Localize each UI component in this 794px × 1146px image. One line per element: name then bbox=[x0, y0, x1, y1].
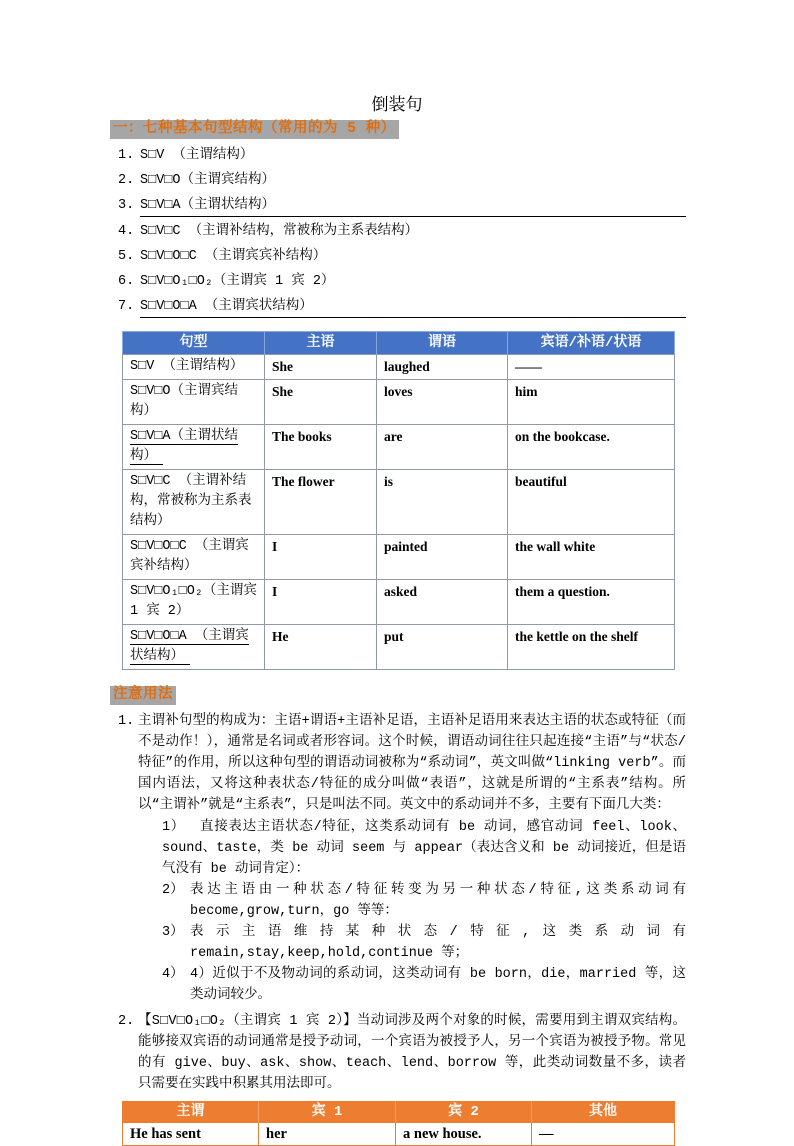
sublist-item-text: 直接表达主语状态/特征，这类系动词有 be 动词，感官动词 feel、look、sound、taste，类 be 动词 seem 与 appear（表达含义和 be 动词接近，但是语气没有 be 动词肯定）： bbox=[162, 820, 686, 877]
predicate-cell: painted bbox=[377, 535, 508, 580]
table-row bbox=[123, 580, 675, 625]
sublist-item-text: 表达主语由一种状态/特征转变为另一种状态/特征,这类系动词有become,grow,turn，go 等等： bbox=[190, 883, 686, 919]
sublist-item-number: 3） bbox=[162, 925, 184, 940]
list-item-text: S□V （主谓结构） bbox=[140, 148, 254, 163]
table-row bbox=[123, 535, 675, 580]
table-row bbox=[123, 380, 675, 425]
object1-cell: her bbox=[259, 1123, 396, 1146]
subject-cell: I bbox=[265, 535, 377, 580]
list-item-text: S□V□O□A （主谓宾状结构） bbox=[140, 296, 686, 318]
subject-predicate-cell: He has sent bbox=[123, 1123, 259, 1146]
column-header: 宾 2 bbox=[396, 1102, 532, 1123]
complement-cell: the wall white bbox=[508, 535, 675, 580]
note-item bbox=[112, 711, 686, 816]
list-item-number: 5. bbox=[118, 249, 135, 264]
column-header: 宾 1 bbox=[259, 1102, 396, 1123]
subject-cell: The books bbox=[265, 425, 377, 470]
predicate-cell: are bbox=[377, 425, 508, 470]
table-row bbox=[123, 425, 675, 470]
list-item-number: 1. bbox=[118, 148, 135, 163]
sublist-item-number: 2） bbox=[162, 883, 184, 898]
list-item bbox=[118, 221, 686, 242]
column-header: 句型 bbox=[123, 332, 265, 355]
table-row bbox=[123, 470, 675, 535]
column-header: 主谓 bbox=[123, 1102, 259, 1123]
pattern-cell: S□V□O□C （主谓宾宾补结构） bbox=[123, 535, 265, 580]
list-item bbox=[118, 271, 686, 292]
predicate-cell: is bbox=[377, 470, 508, 535]
predicate-cell: loves bbox=[377, 380, 508, 425]
pattern-cell: S□V□C （主谓补结构，常被称为主系表结构） bbox=[123, 470, 265, 535]
section2-heading-row bbox=[110, 685, 686, 705]
table-header-row bbox=[123, 332, 675, 355]
pattern-list bbox=[112, 145, 686, 318]
sublist-item-number: 4） bbox=[162, 967, 184, 982]
note-item-text: 主谓补句型的构成为：主语+谓语+主语补足语，主语补足语用来表达主语的状态或特征（而不是动作！），通常是名词或者形容词。这个时候，谓语动词往往只起连接“主语”与“状态/特征”的作用，所以这种句型的谓语动词被称为“系动词”，英文叫做“linking verb”。而国内语法，又将这种表状态/特征的成分叫做“表语”，这就是所谓的“主系表”结构。所以“主谓补”就是“主系表”，只是叫法不同。英文中的系动词并不多，主要有下面几大类： bbox=[138, 714, 686, 813]
pattern-cell: S□V□O（主谓宾结构） bbox=[123, 380, 265, 425]
double-object-table bbox=[122, 1101, 675, 1146]
section1-heading-row bbox=[110, 119, 686, 139]
note-item-number: 1. bbox=[118, 714, 135, 729]
list-item bbox=[118, 195, 686, 217]
object2-cell: a new house. bbox=[396, 1123, 532, 1146]
list-item bbox=[118, 296, 686, 318]
complement-cell: on the bookcase. bbox=[508, 425, 675, 470]
pattern-cell: S□V□O₁□O₂（主谓宾 1 宾 2） bbox=[123, 580, 265, 625]
note-item-number: 2. bbox=[118, 1014, 135, 1029]
section2-heading: 注意用法 bbox=[110, 686, 176, 705]
table-row bbox=[123, 625, 675, 670]
list-item-text: S□V□C （主谓补结构，常被称为主系表结构） bbox=[140, 224, 419, 239]
list-item-text: S□V□A（主谓状结构） bbox=[140, 195, 686, 217]
note-item bbox=[112, 1011, 686, 1095]
other-cell: — bbox=[532, 1123, 675, 1146]
complement-cell: the kettle on the shelf bbox=[508, 625, 675, 670]
list-item bbox=[118, 145, 686, 166]
sentence-pattern-table bbox=[122, 331, 675, 670]
subject-cell: The flower bbox=[265, 470, 377, 535]
sublist-item bbox=[162, 964, 686, 1006]
sublist-item-number: 1） bbox=[162, 820, 185, 835]
predicate-cell: laughed bbox=[377, 355, 508, 380]
sublist-item-text: 表示主语维持某种状态/特征,这类系动词有 remain,stay,keep,hold,continue 等； bbox=[190, 925, 686, 961]
document-content bbox=[112, 119, 686, 1146]
page-title: 倒装句 bbox=[371, 95, 423, 114]
sublist-item-text: 4）近似于不及物动词的系动词，这类动词有 be born，die，married 等，这类动词较少。 bbox=[190, 967, 686, 1003]
pattern-cell bbox=[123, 625, 265, 670]
column-header: 其他 bbox=[532, 1102, 675, 1123]
column-header: 谓语 bbox=[377, 332, 508, 355]
list-item-number: 2. bbox=[118, 173, 135, 188]
predicate-cell: asked bbox=[377, 580, 508, 625]
subject-cell: She bbox=[265, 355, 377, 380]
note-item-text: 【S□V□O₁□O₂（主谓宾 1 宾 2）】当动词涉及两个对象的时候，需要用到主谓双宾结构。能够接双宾语的动词通常是授予动词，一个宾语为被授予人，另一个宾语为被授予物。常见的有 give、buy、ask、show、teach、lend、borrow 等，此类动词数量不多，读者只需要在实践中积累其用法即可。 bbox=[138, 1014, 686, 1092]
linking-verb-sublist bbox=[162, 817, 686, 1006]
table-row bbox=[123, 355, 675, 380]
subject-cell: She bbox=[265, 380, 377, 425]
list-item-number: 3. bbox=[118, 198, 135, 213]
column-header: 主语 bbox=[265, 332, 377, 355]
predicate-cell: put bbox=[377, 625, 508, 670]
subject-cell: He bbox=[265, 625, 377, 670]
complement-cell: beautiful bbox=[508, 470, 675, 535]
sublist-item bbox=[162, 880, 686, 922]
section1-heading: 一：七种基本句型结构（常用的为 5 种） bbox=[110, 120, 399, 139]
sublist-item bbox=[162, 922, 686, 964]
complement-cell: them a question. bbox=[508, 580, 675, 625]
subject-cell: I bbox=[265, 580, 377, 625]
complement-cell: him bbox=[508, 380, 675, 425]
pattern-text: S□V□O□A （主谓宾状结构） bbox=[130, 629, 249, 664]
table-row bbox=[123, 1123, 675, 1146]
list-item-number: 4. bbox=[118, 224, 135, 239]
table-header-row bbox=[123, 1102, 675, 1123]
column-header: 宾语/补语/状语 bbox=[508, 332, 675, 355]
list-item-number: 7. bbox=[118, 299, 135, 314]
sublist-item bbox=[162, 817, 686, 880]
pattern-cell: S□V （主谓结构） bbox=[123, 355, 265, 380]
list-item-text: S□V□O₁□O₂（主谓宾 1 宾 2） bbox=[140, 274, 335, 289]
list-item bbox=[118, 246, 686, 267]
list-item bbox=[118, 170, 686, 191]
list-item-text: S□V□O□C （主谓宾宾补结构） bbox=[140, 249, 327, 264]
complement-cell: —— bbox=[508, 355, 675, 380]
pattern-text: S□V□A（主谓状结构） bbox=[130, 429, 239, 464]
pattern-cell bbox=[123, 425, 265, 470]
list-item-number: 6. bbox=[118, 274, 135, 289]
list-item-text: S□V□O（主谓宾结构） bbox=[140, 173, 276, 188]
